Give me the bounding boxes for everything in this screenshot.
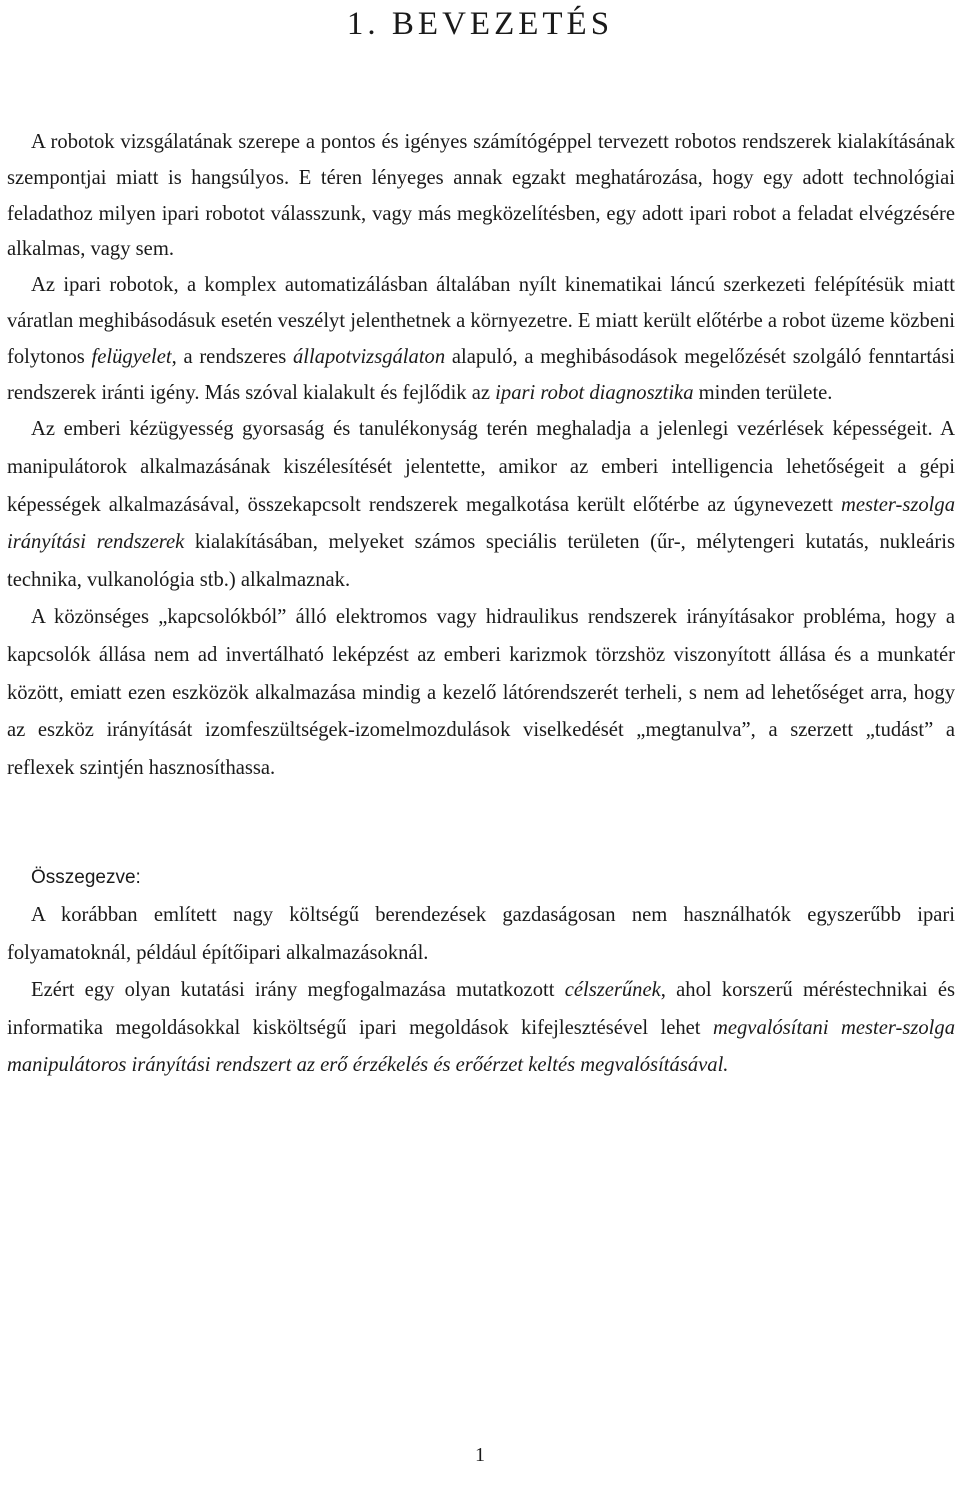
chapter-title: 1. BEVEZETÉS — [346, 6, 614, 42]
paragraph-switches: A közönséges „kapcsolókból” álló elektromos vagy hidraulikus rendszerek irányításakor probléma, hogy a kapcsolók állása nem ad invertálható leképzést az emberi karizmok törzshöz viszonyított állása és a munkatér között, emiatt ezen eszközök alkalmazása mindig a kezelő látórendszerét terheli, s nem ad lehetőséget arra, hogy az eszköz irányítását izomfeszültségek-izomelmozdulások viselkedését „megtanulva”, a szerzett „tudást” a reflexek szintjén hasznosíthassa. — [7, 606, 955, 779]
section-gap — [7, 787, 955, 859]
emphasis-expedient: célszerűnek — [564, 979, 661, 1002]
body-text — [7, 125, 955, 1085]
text-span: Ezért egy olyan kutatási irány megfogalmazása mutatkozott — [31, 979, 565, 1002]
paragraph-research-direction — [7, 972, 955, 1085]
paragraph-summary: A korábban említett nagy költségű berendezések gazdaságosan nem használhatók egyszerűbb ipari folyamatoknál, például építőipari alkalmazásoknál. — [7, 903, 955, 964]
text-span: minden területe. — [693, 381, 833, 404]
text-span: , ahol korszerű méréstechnikai és informatika megoldásokkal kisköltségű ipari megoldások kifejlesztésével lehet — [7, 979, 955, 1039]
text-span: Az ipari robotok, a komplex automatizálásban általában nyílt kinematikai láncú szerkezeti felépítésük miatt váratlan meghibásodásuk esetén veszélyt jelenthetnek a környezetre. E miatt került előtérbe a robot üzeme közbeni folytonos — [7, 274, 955, 368]
text-span: alapuló, a meghibásodások megelőzését szolgáló fenntartási rendszerek iránti igény. Más szóval kialakult és fejlődik az — [7, 345, 956, 404]
text-span: Az emberi kézügyesség gyorsaság és tanulékonyság terén meghaladja a jelenlegi vezérlések képességeit. A manipulátorok alkalmazásának kiszélesítését jelentette, amikor az emberi intelligencia lehetőségeit a gépi képességek alkalmazásával, összekapcsolt rendszerek megalkotása került előtérbe az úgynevezett — [7, 418, 955, 516]
paragraph-diagnostics — [7, 268, 955, 411]
emphasis-robot-diagnostics: ipari robot diagnosztika — [495, 381, 694, 404]
paragraph-intro: A robotok vizsgálatának szerepe a pontos és igényes számítógéppel tervezett robotos rendszerek kialakításának szempontjai miatt is hangsúlyos. E téren lényeges annak egzakt meghatározása, hogy egy adott technológiai feladathoz milyen ipari robotot válasszunk, vagy más megközelítésben, egy adott ipari robot a feladat elvégzésére alkalmas, vagy sem. — [7, 131, 955, 261]
emphasis-master-slave: mester-szolga irányítási rendszerek — [7, 493, 955, 554]
page-number: 1 — [475, 1444, 485, 1466]
summary-heading: Összegezve: — [31, 867, 141, 889]
paragraph-master-slave — [7, 411, 955, 599]
emphasis-condition-monitoring: állapotvizsgálaton — [292, 345, 446, 368]
emphasis-supervision: felügyelet — [91, 345, 172, 368]
text-span: kialakításában, melyeket számos speciális területen (űr-, mélytengeri kutatás, nukleáris technika, vulkanológia stb.) alkalmaznak. — [7, 531, 955, 591]
emphasis-goal: megvalósítani mester-szolga manipulátoros irányítási rendszert az erő érzékelés és erőérzet keltés megvalósításával. — [7, 1016, 955, 1077]
text-span: , a rendszeres — [171, 345, 293, 368]
